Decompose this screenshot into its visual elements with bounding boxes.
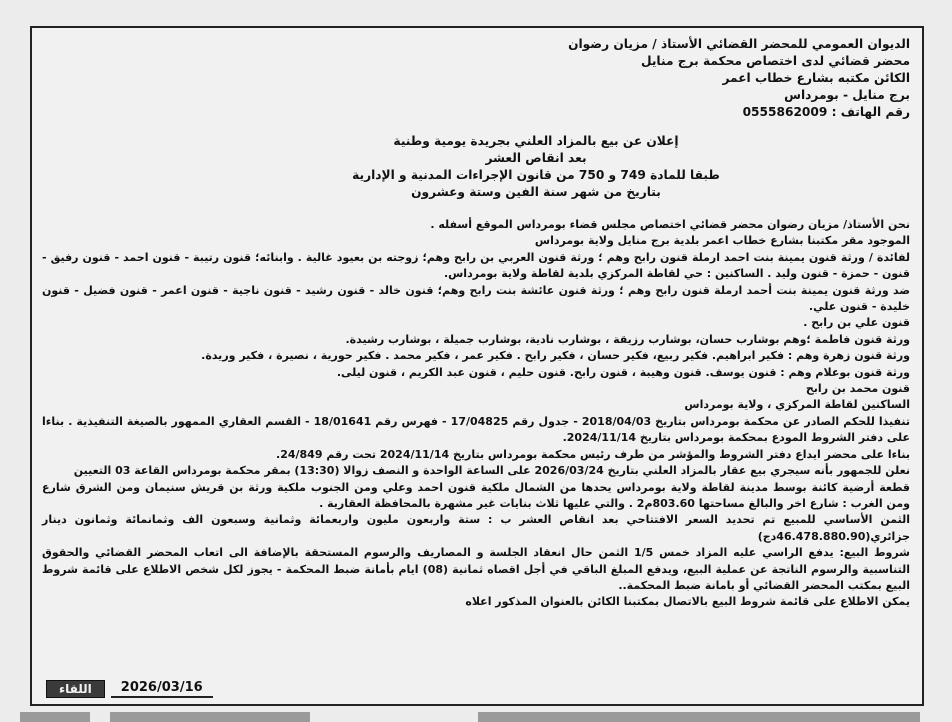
body-heirs-zohra: ورثة قنون زهرة وهم : فكير ابراهيم. فكير ربيع، فكير حسان ، فكير رابح . فكير عمر ، فكير محمد . فكير حورية ، نصيرة ، فكير وريدة.	[201, 349, 910, 363]
header-city: برج منايل - بومرداس	[784, 88, 910, 102]
newspaper-tag: اللقاء	[46, 680, 105, 698]
body-judgment: تنفيذا للحكم الصادر عن محكمة بومرداس بتاريخ 2018/04/03 - جدول رقم 17/04825 - فهرس رقم 18/01641 - القسم العقاري الممهور بالصيغة التنفيذية . بناءا على دفتر الشروط المودع بمحكمة بومرداس بتاريخ 2024/11/14.	[42, 414, 911, 445]
body-auction-date: نعلن للجمهور بأنه سيجري بيع عقار بالمزاد العلني بتاريخ 2026/03/24 على الساعة الواحدة و النصف زوالا (13:30) بمقر محكمة بومرداس القاعة 03 التعيين	[73, 464, 910, 478]
body-defendants: ضد ورثة قنون يمينة بنت أحمد ارملة قنون رابح وهم ؛ ورثة قنون عائشة بنت رابح وهم؛ قنون خالد - قنون رشيد - قنون ناجية - قنون اعمر - قنون فضيل - قنون خليدة - قنون علي.	[42, 283, 910, 314]
body-residence: الساكنين لقاطة المركزي ، ولاية بومرداس	[684, 398, 910, 412]
body-heirs-fatima: ورثة قنون فاطمة ؛وهم بوشارب حسان، بوشارب رزيقة ، بوشارب نادية، بوشارب جميلة ، بوشارب رشيدة.	[345, 332, 910, 346]
body-defendant-mohamed: قنون محمد بن رابح	[805, 382, 910, 396]
title-line-3: طبقا للمادة 749 و 750 من قانون الإجراءات المدنية و الإدارية	[352, 168, 720, 182]
body-intro: نحن الأستاذ/ مزيان رضوان محضر قضائي اختصاص مجلس قضاء بومرداس الموقع أسفله .	[430, 218, 910, 231]
bailiff-header	[42, 36, 910, 121]
footer-bar	[46, 679, 213, 698]
next-column-strip	[478, 712, 920, 722]
body-sale-conditions: شروط البيع: يدفع الراسي عليه المزاد خمس 1/5 الثمن حال انعقاد الجلسة و المصاريف والرسوم المستحقة بالإضافة الى اتعاب المحضر القضائي والحقوق التناسبية والرسوم الناتجة عن عملية البيع، ويدفع المبلغ الباقي في أجل اقصاه ثمانية (08) ايام بأمانة ضبط المحكمة - يجوز لكل شخص الاطلاع على قائمة شروط البيع بمكتب المحضر القضائي أو بامانة ضبط المحكمة..	[42, 546, 910, 592]
body-deposit: بناءا على محضر ايداع دفتر الشروط والمؤشر من طرف رئيس محكمة بومرداس بتاريخ 2024/11/14 تحت رقم 24/849.	[276, 447, 910, 461]
header-address: الكائن مكتبه بشارع خطاب اعمر	[722, 71, 910, 85]
body-property: قطعة أرضية كائنة بوسط مدينة لقاطة ولاية بومرداس يحدها من الشمال ملكية قنون احمد وعلي ومن الجنوب ملكية ورثة بن قريش سنيمان ومن الشرق شارع ومن الغرب : شارع اخر والبالغ مساحتها 803.60م2 . والتي عليها ثلاث بنايات غير مشهرة بالمحافظة العقارية .	[42, 480, 910, 510]
body-defendant-ali: قنون علي بن رابح .	[803, 316, 910, 330]
next-column-strip	[110, 712, 310, 722]
title-line-1: إعلان عن بيع بالمزاد العلني بجريدة يومية وطنية	[393, 134, 679, 148]
announcement-body	[42, 217, 910, 611]
body-heirs-boualem: ورثة قنون بوعلام وهم : قنون يوسف. قنون وهيبة ، قنون رابح. قنون حليم ، قنون عبد الكريم ، قنون ليلى.	[336, 365, 910, 379]
body-base-price: الثمن الأساسي للمبيع تم تحديد السعر الافتتاحي بعد انقاص العشر ب : ستة واربعون مليون واربعمائة وثمانية وسبعون الف وثمانمائة وثمانون دينار جزائري(46.478.880.90دج)	[42, 513, 910, 543]
title-line-2: بعد انقاص العشر	[485, 151, 587, 165]
header-office-title: الديوان العمومي للمحضر القضائي الأستاذ / مزيان رضوان	[568, 37, 910, 51]
header-phone: رقم الهاتف : 0555862009	[742, 105, 910, 119]
announcement-title	[42, 133, 910, 201]
body-plaintiffs: لفائدة / ورثة قنون يمينة بنت احمد ارملة قنون رابح وهم ؛ ورثة قنون العربي بن رابح وهم؛ زوجته بن بعيود غالية . وابنائه؛ قنون رتيبة - قنون احمد - قنون رفيق - قنون - حمزة - قنون وليد . الساكنين : حي لقاطة المركزي بلدية لقاطة ولاية بومرداس.	[42, 250, 910, 281]
announcement-frame	[30, 26, 924, 706]
title-line-4: بتاريخ من شهر سنة الفين وستة وعشرون	[411, 185, 661, 199]
body-office-location: الموجود مقر مكتبنا بشارع خطاب اعمر بلدية برج منايل ولاية بومرداس	[534, 234, 910, 248]
header-court: محضر قضائي لدى اختصاص محكمة برج منايل	[640, 54, 910, 68]
body-closing: يمكن الاطلاع على قائمة شروط البيع بالاتصال بمكتبنا الكائن بالعنوان المذكور اعلاه	[465, 595, 910, 609]
next-column-strip	[20, 712, 90, 722]
publication-date: 2026/03/16	[111, 679, 213, 698]
announcement-content	[42, 36, 910, 696]
